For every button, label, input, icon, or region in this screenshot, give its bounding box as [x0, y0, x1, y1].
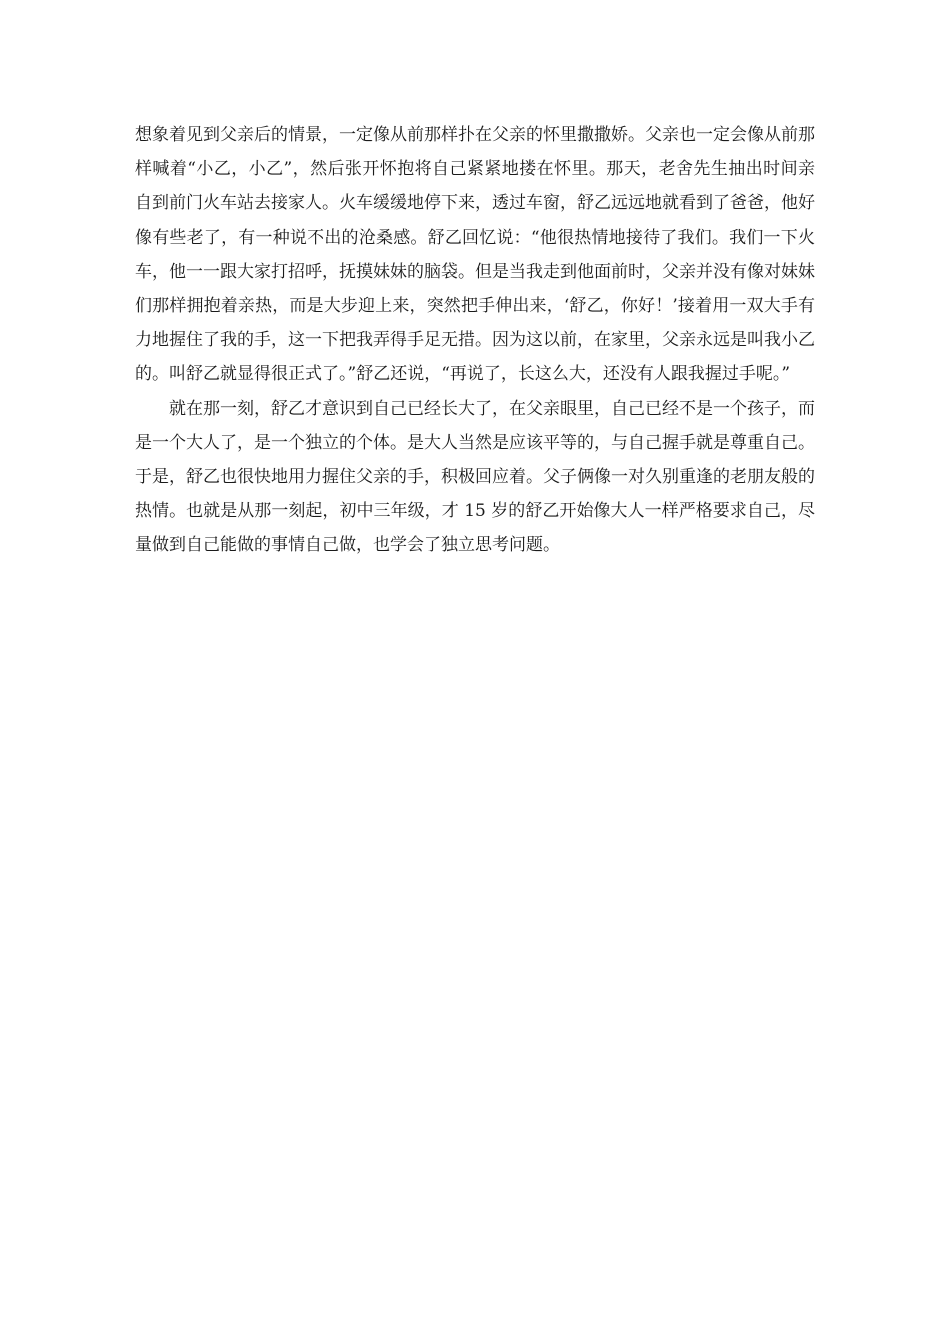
document-body: [135, 118, 815, 563]
paragraph-1: 想象着见到父亲后的情景，一定像从前那样扑在父亲的怀里撒撒娇。父亲也一定会像从前那样喊着“小乙，小乙”，然后张开怀抱将自己紧紧地搂在怀里。那天，老舍先生抽出时间亲自到前门火车站去接家人。火车缓缓地停下来，透过车窗，舒乙远远地就看到了爸爸，他好像有些老了，有一种说不出的沧桑感。舒乙回忆说：“他很热情地接待了我们。我们一下火车，他一一跟大家打招呼，抚摸妹妹的脑袋。但是当我走到他面前时，父亲并没有像对妹妹们那样拥抱着亲热，而是大步迎上来，突然把手伸出来，‘舒乙，你好！’接着用一双大手有力地握住了我的手，这一下把我弄得手足无措。因为这以前，在家里，父亲永远是叫我小乙的。叫舒乙就显得很正式了。”舒乙还说，“再说了，长这么大，还没有人跟我握过手呢。”: [135, 125, 815, 385]
paragraph-2: 就在那一刻，舒乙才意识到自己已经长大了，在父亲眼里，自己已经不是一个孩子，而是一个大人了，是一个独立的个体。是大人当然是应该平等的，与自己握手就是尊重自己。于是，舒乙也很快地用力握住父亲的手，积极回应着。父子俩像一对久别重逢的老朋友般的热情。也就是从那一刻起，初中三年级，才 15 岁的舒乙开始像大人一样严格要求自己，尽量做到自己能做的事情自己做，也学会了独立思考问题。: [135, 398, 815, 556]
